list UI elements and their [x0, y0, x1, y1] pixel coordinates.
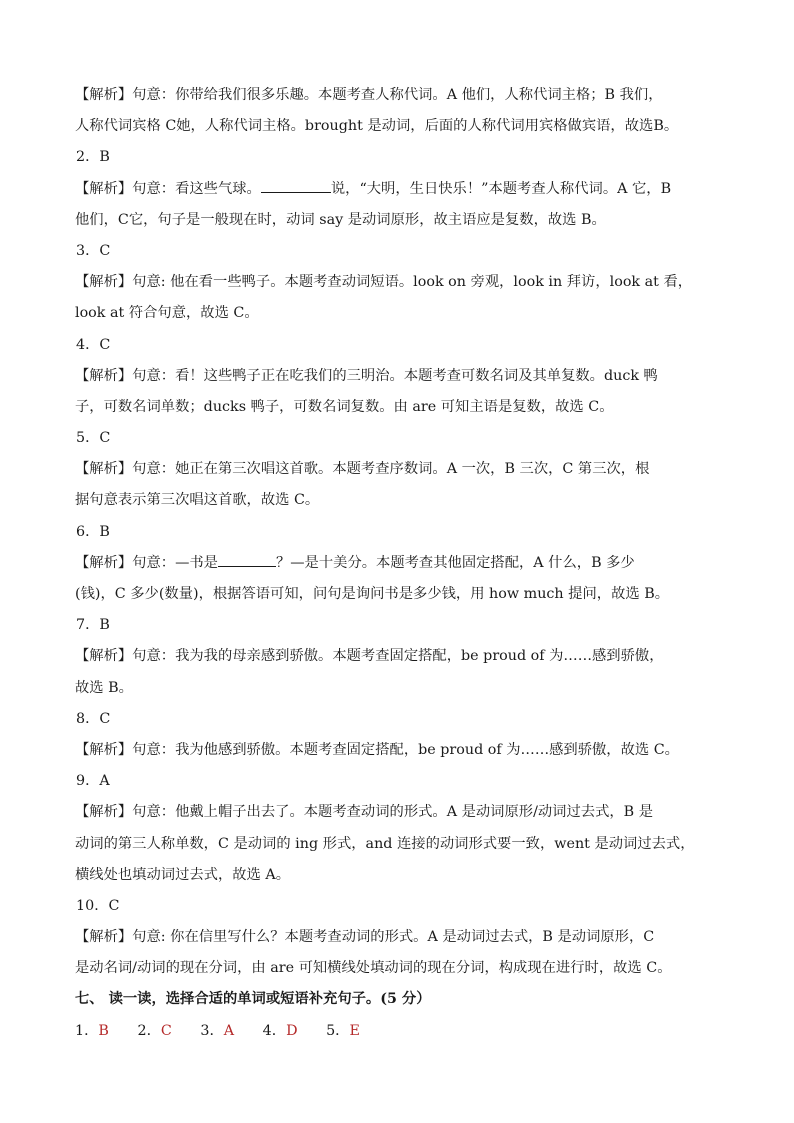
explanation-line: 【解析】句意：她正在第三次唱这首歌。本题考查序数词。A 一次，B 三次，C 第三次，根 — [75, 461, 650, 478]
answer-key-value: D — [286, 1022, 298, 1039]
explanation-line — [75, 174, 725, 205]
answer-key-number: 1． — [75, 1022, 99, 1039]
explanation-line: 【解析】句意：你带给我们很多乐趣。本题考查人称代词。A 他们，人称代词主格；B 我们， — [75, 87, 663, 103]
explanation-line: 【解析】句意: 你在信里写什么？本题考查动词的形式。A 是动词过去式，B 是动词原形，C — [75, 929, 655, 946]
answer-key-value: C — [160, 1022, 172, 1039]
answer-number: 6．B — [76, 523, 110, 540]
explanation-line: 动词的第三人称单数，C 是动词的 ing 形式，and 连接的动词形式要一致，went 是动词过去式， — [75, 835, 695, 852]
explanation-line: 【解析】句意：我为我的母亲感到骄傲。本题考查固定搭配，be proud of 为……感到骄傲， — [75, 648, 664, 665]
explanation-line: 【解析】句意: 他在看一些鸭子。本题考查动词短语。look on 旁观，look in 拜访，look at 看， — [75, 274, 693, 291]
answer-key-item — [75, 1023, 109, 1039]
explanation-line: 子，可数名词单数；ducks 鸭子，可数名词复数。由 are 可知主语是复数，故选 C。 — [75, 398, 614, 415]
answer-number: 9．A — [76, 773, 110, 790]
explanation-line: 据句意表示第三次唱这首歌，故选 C。 — [75, 492, 320, 509]
answer-key-value: E — [349, 1022, 360, 1039]
answer-number: 7．B — [76, 617, 110, 634]
answer-number: 3．C — [76, 242, 111, 259]
explanation-text: 说，“大明，生日快乐！”本题考查人称代词。A 它，B — [330, 180, 672, 197]
explanation-line: look at 符合句意，故选 C。 — [75, 305, 259, 322]
answer-key-number: 3． — [200, 1022, 224, 1039]
explanation-line: 【解析】句意：我为他感到骄傲。本题考查固定搭配，be proud of 为……感到骄傲，故选 C。 — [75, 741, 679, 758]
answer-key-number: 2． — [137, 1022, 161, 1039]
answer-key-value: A — [223, 1022, 235, 1039]
answer-key-number: 5． — [326, 1022, 350, 1039]
explanation-text: ？—是十美分。本题考查其他固定搭配，A 什么，B 多少 — [275, 554, 635, 571]
answer-key-item — [263, 1023, 298, 1039]
answer-key-number: 4． — [262, 1022, 287, 1039]
answer-key-item — [326, 1023, 360, 1039]
explanation-text: 【解析】句意：看这些气球。 — [75, 180, 261, 197]
answer-number: 2．B — [76, 149, 110, 166]
fill-blank — [261, 176, 331, 193]
answer-number: 8．C — [76, 710, 111, 727]
answer-number: 5．C — [76, 430, 111, 447]
section-heading: 七、 读一读，选择合适的单词或短语补充句子。(5 分） — [75, 991, 431, 1008]
answer-key-item — [137, 1023, 171, 1039]
answer-key-value: B — [98, 1022, 109, 1039]
explanation-line: 【解析】句意：看！这些鸭子正在吃我们的三明治。本题考查可数名词及其单复数。duck 鸭 — [75, 367, 658, 384]
explanation-line: 故选 B。 — [75, 679, 133, 696]
explanation-line: 是动名词/动词的现在分词，由 are 可知横线处填动词的现在分词，构成现在进行时，故选 C。 — [75, 960, 672, 977]
answer-number: 4．C — [76, 336, 111, 353]
explanation-text: 【解析】句意：—书是 — [75, 554, 218, 571]
explanation-line — [75, 548, 725, 579]
answer-key-row — [75, 1016, 725, 1047]
explanation-line: 他们，C它，句子是一般现在时，动词 say 是动词原形，故主语应是复数，故选 B。 — [75, 211, 606, 228]
fill-blank — [218, 550, 276, 567]
explanation-line: 横线处也填动词过去式，故选 A。 — [75, 866, 291, 883]
answer-key-item — [200, 1023, 234, 1039]
answer-content — [75, 80, 725, 1047]
explanation-line: (钱)，C 多少(数量)，根据答语可知，问句是询问书是多少钱，用 how much 提问，故选 B。 — [75, 586, 670, 602]
explanation-line: 【解析】句意：他戴上帽子出去了。本题考查动词的形式。A 是动词原形/动词过去式，B 是 — [75, 804, 654, 821]
explanation-line: 人称代词宾格 C她，人称代词主格。brought 是动词，后面的人称代词用宾格做宾语，故选B。 — [75, 118, 679, 135]
answer-number: 10．C — [76, 897, 120, 914]
